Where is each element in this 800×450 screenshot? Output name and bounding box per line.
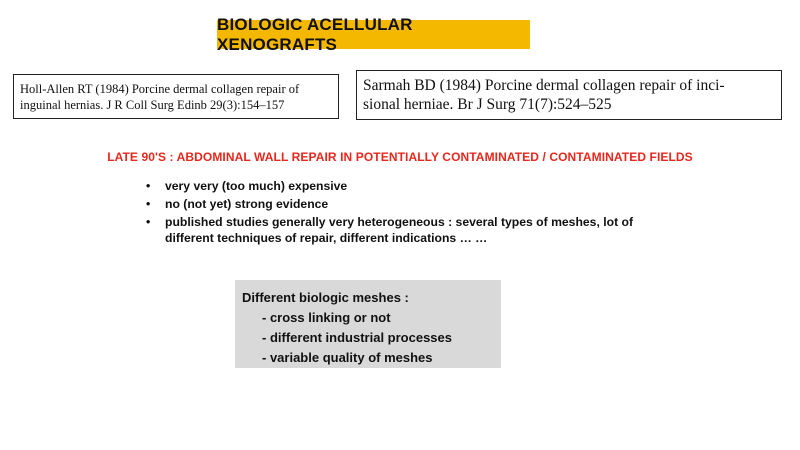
reference-box-holl-allen bbox=[13, 74, 339, 119]
bullet-text: no (not yet) strong evidence bbox=[165, 197, 329, 211]
bullet-item bbox=[146, 178, 666, 194]
bullet-item bbox=[146, 214, 666, 246]
reference-line: Sarmah BD (1984) Porcine dermal collagen repair of inci- bbox=[363, 77, 725, 94]
box-list-item: - different industrial processes bbox=[262, 330, 452, 345]
bullet-icon: • bbox=[146, 197, 151, 211]
reference-line: Holl-Allen RT (1984) Porcine dermal collagen repair of bbox=[20, 82, 300, 96]
bullet-list bbox=[146, 178, 666, 248]
biologic-meshes-box bbox=[235, 280, 501, 368]
box-heading: Different biologic meshes : bbox=[242, 290, 409, 305]
section-subtitle: LATE 90'S : ABDOMINAL WALL REPAIR IN POTENTIALLY CONTAMINATED / CONTAMINATED FIELDS bbox=[107, 150, 693, 164]
bullet-icon: • bbox=[146, 179, 151, 193]
slide-title: BIOLOGIC ACELLULAR XENOGRAFTS bbox=[217, 20, 530, 49]
bullet-item bbox=[146, 196, 666, 212]
box-list-item: - cross linking or not bbox=[262, 310, 391, 325]
box-list bbox=[242, 308, 501, 368]
bullet-text: published studies generally very heterogeneous : several types of meshes, lot of different techniques of repair, different indications … … bbox=[165, 215, 634, 245]
bullet-icon: • bbox=[146, 215, 151, 229]
box-list-item: - variable quality of meshes bbox=[262, 350, 433, 365]
reference-line: inguinal hernias. J R Coll Surg Edinb 29(3):154–157 bbox=[20, 98, 285, 112]
reference-line: sional herniae. Br J Surg 71(7):524–525 bbox=[363, 96, 612, 113]
reference-box-sarmah bbox=[356, 70, 782, 120]
bullet-text: very very (too much) expensive bbox=[165, 179, 348, 193]
